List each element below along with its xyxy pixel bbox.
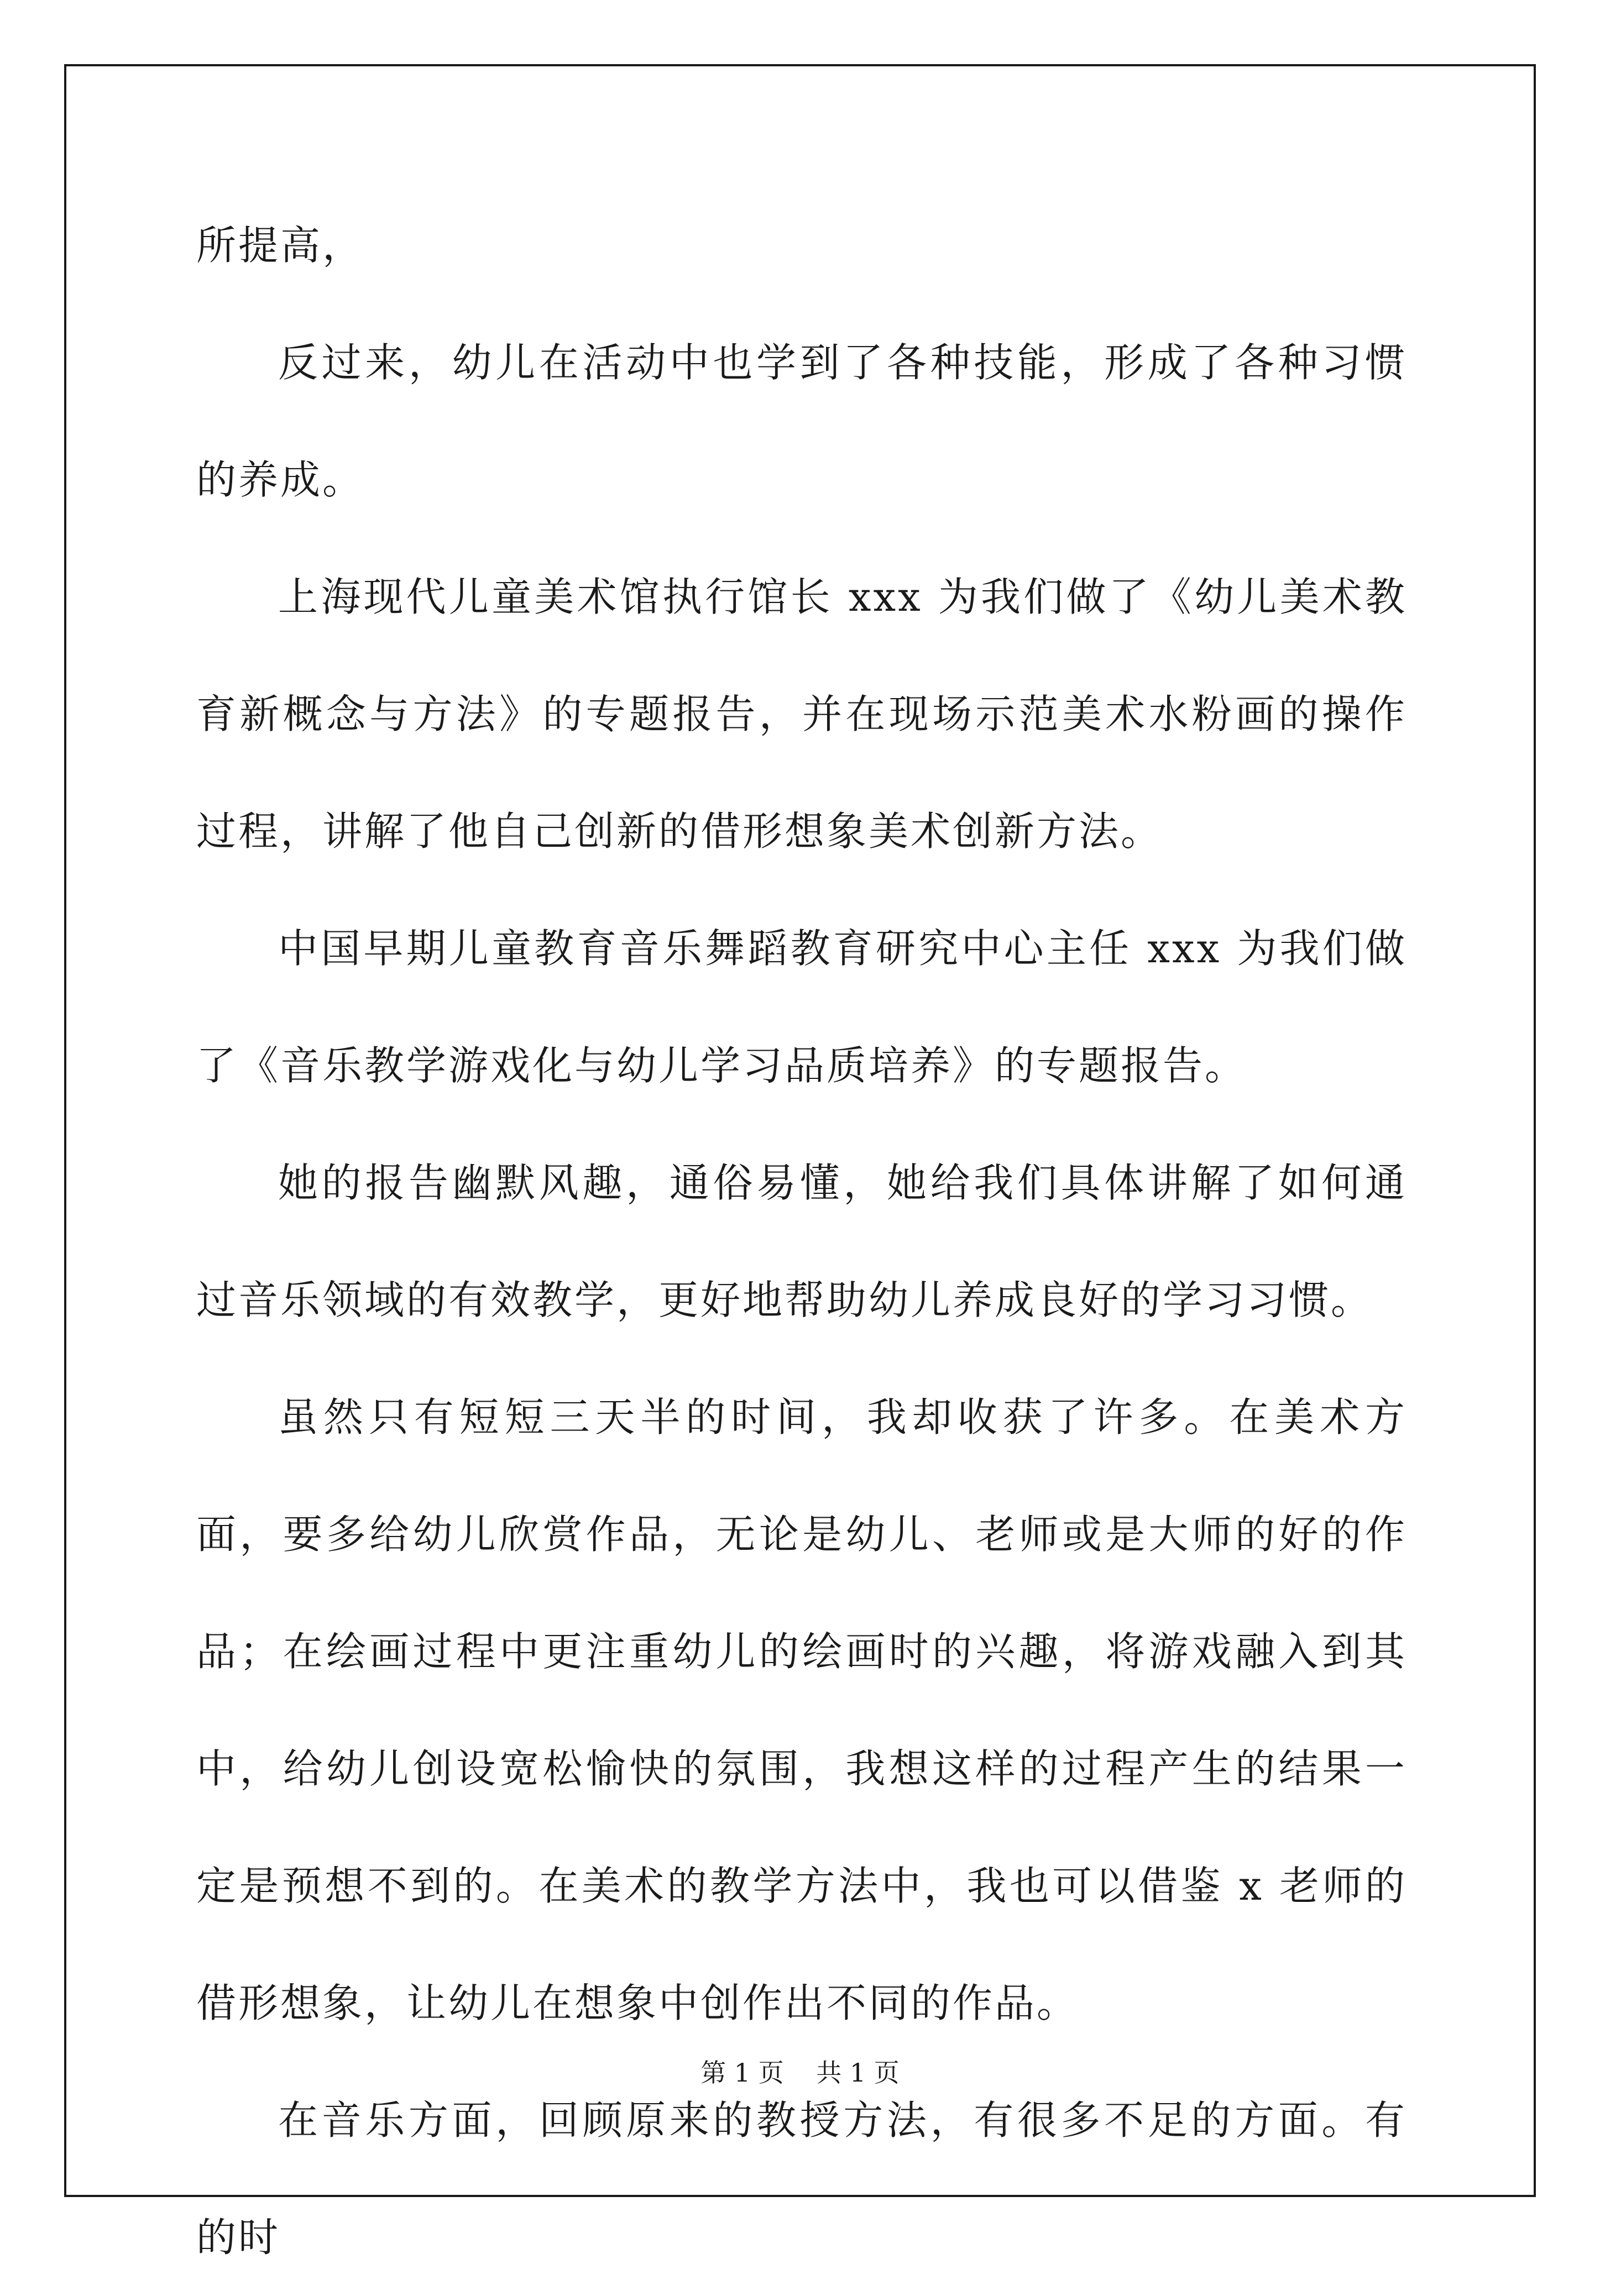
page-footer: 第 1 页 共 1 页 bbox=[700, 2058, 900, 2088]
paragraph-5: 她的报告幽默风趣，通俗易懂，她给我们具体讲解了如何通过音乐领域的有效教学，更好地帮助幼儿养成良好的学习习惯。 bbox=[196, 1160, 1407, 1323]
paragraph-1: 所提高， bbox=[196, 222, 365, 269]
paragraph-2: 反过来，幼儿在活动中也学到了各种技能，形成了各种习惯的养成。 bbox=[196, 339, 1407, 503]
document-body bbox=[196, 187, 1407, 2296]
paragraph-6: 虽然只有短短三天半的时间，我却收获了许多。在美术方面，要多给幼儿欣赏作品，无论是幼儿、老师或是大师的好的作品；在绘画过程中更注重幼儿的绘画时的兴趣，将游戏融入到其中，给幼儿创设宽松愉快的氛围，我想这样的过程产生的结果一定是预想不到的。在美术的教学方法中，我也可以借鉴 x 老师的借形想象，让幼儿在想象中创作出不同的作品。 bbox=[196, 1394, 1407, 2026]
paragraph-3: 上海现代儿童美术馆执行馆长 xxx 为我们做了《幼儿美术教育新概念与方法》的专题报告，并在现场示范美术水粉画的操作过程，讲解了他自己创新的借形想象美术创新方法。 bbox=[196, 574, 1407, 855]
paragraph-4: 中国早期儿童教育音乐舞蹈教育研究中心主任 xxx 为我们做了《音乐教学游戏化与幼儿学习品质培养》的专题报告。 bbox=[196, 925, 1407, 1089]
paragraph-7: 在音乐方面，回顾原来的教授方法，有很多不足的方面。有的时 bbox=[196, 2097, 1407, 2261]
